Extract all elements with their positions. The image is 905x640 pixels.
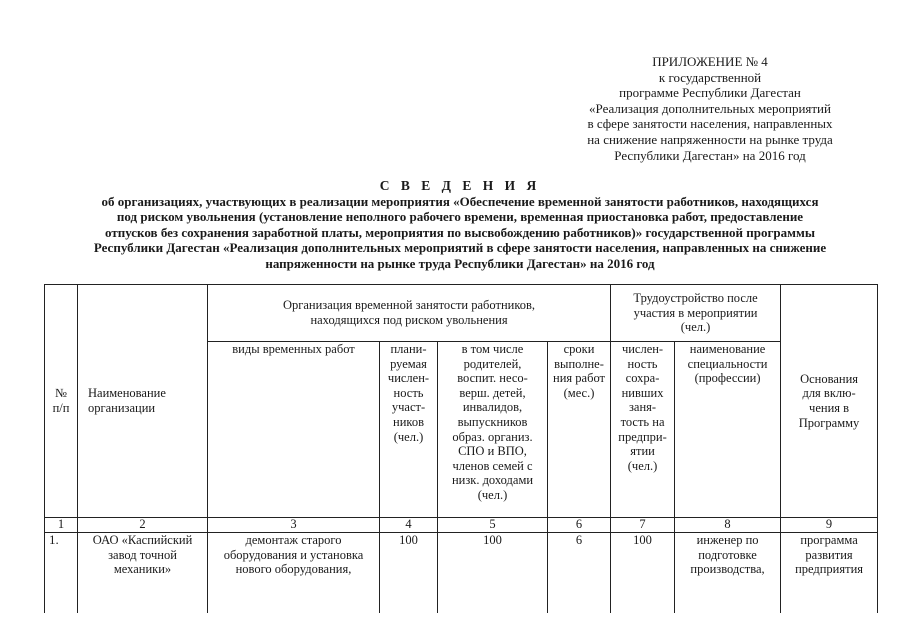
header-col-no: № п/п: [45, 285, 78, 518]
appendix-line: программе Республики Дагестан: [619, 85, 801, 101]
inclusion-basis: программа развития предприятия: [781, 533, 878, 614]
specialty-name: инженер по подготовке производства,: [675, 533, 781, 614]
header-col-specialty: наименование специальности (профессии): [675, 342, 781, 518]
header-col-planned-count: плани- руемая числен- ность участ- ников (чел.): [380, 342, 438, 518]
header-col-terms: сроки выполне- ния работ (мес.): [548, 342, 611, 518]
column-number: 2: [78, 518, 208, 533]
terms-months: 6: [548, 533, 611, 614]
heading-line: под риском увольнения (установление неполного рабочего времени, временная приостановка работ, предоставление: [116, 209, 804, 225]
header-group-employment-after: Трудоустройство после участия в мероприятии (чел.): [611, 285, 781, 342]
appendix-title: ПРИЛОЖЕНИЕ № 4: [652, 54, 768, 69]
row-number: 1.: [45, 533, 78, 614]
organizations-table-wrapper: [44, 284, 877, 613]
appendix-line: Республики Дагестан» на 2016 год: [614, 147, 806, 163]
column-number: 5: [438, 518, 548, 533]
column-number: 7: [611, 518, 675, 533]
column-number: 6: [548, 518, 611, 533]
appendix-line: в сфере занятости населения, направленных: [587, 116, 833, 132]
document-heading: [40, 178, 880, 272]
header-col-basis: Основания для вклю- чения в Программу: [781, 285, 878, 518]
table-row: [45, 533, 878, 614]
appendix-line: на снижение напряженности на рынке труда: [587, 131, 833, 147]
column-number: 3: [208, 518, 380, 533]
header-col-work-types: виды временных работ: [208, 342, 380, 518]
appendix-line: к государственной: [658, 69, 762, 85]
column-numbers-row: [45, 518, 878, 533]
retained-count: 100: [611, 533, 675, 614]
heading-line: отпусков без сохранения заработной платы, мероприятия по высвобождению работников)» государственной программы: [104, 224, 816, 240]
appendix-line: «Реализация дополнительных мероприятий: [589, 100, 831, 116]
planned-count: 100: [380, 533, 438, 614]
heading-line: Республики Дагестан «Реализация дополнительных мероприятий в сфере занятости населения, направленных на снижение: [93, 240, 827, 256]
column-number: 1: [45, 518, 78, 533]
header-row-top: [45, 285, 878, 342]
work-types: демонтаж старого оборудования и установка нового оборудования,: [208, 533, 380, 614]
document-title: С В Е Д Е Н И Я: [379, 178, 541, 193]
column-number: 8: [675, 518, 781, 533]
header-col-retained-count: числен- ность сохра- нивших заня- тость на предпри- ятии (чел.): [611, 342, 675, 518]
column-number: 9: [781, 518, 878, 533]
including-count: 100: [438, 533, 548, 614]
organizations-table: [44, 284, 878, 613]
column-number: 4: [380, 518, 438, 533]
heading-line: напряженности на рынке труда Республики Дагестан» на 2016 год: [265, 255, 655, 271]
header-group-temporary-employment: Организация временной занятости работников, находящихся под риском увольнения: [208, 285, 611, 342]
header-col-org-name: Наименование организации: [78, 285, 208, 518]
organization-name: ОАО «Каспийский завод точной механики»: [78, 533, 208, 614]
appendix-block: [540, 54, 880, 163]
heading-line: об организациях, участвующих в реализации мероприятия «Обеспечение временной занятости работников, находящихся: [101, 193, 819, 209]
header-col-including: в том числе родителей, воспит. несо- верш. детей, инвалидов, выпускников образ. организ. СПО и ВПО, членов семей с низк. доходами (чел.): [438, 342, 548, 518]
